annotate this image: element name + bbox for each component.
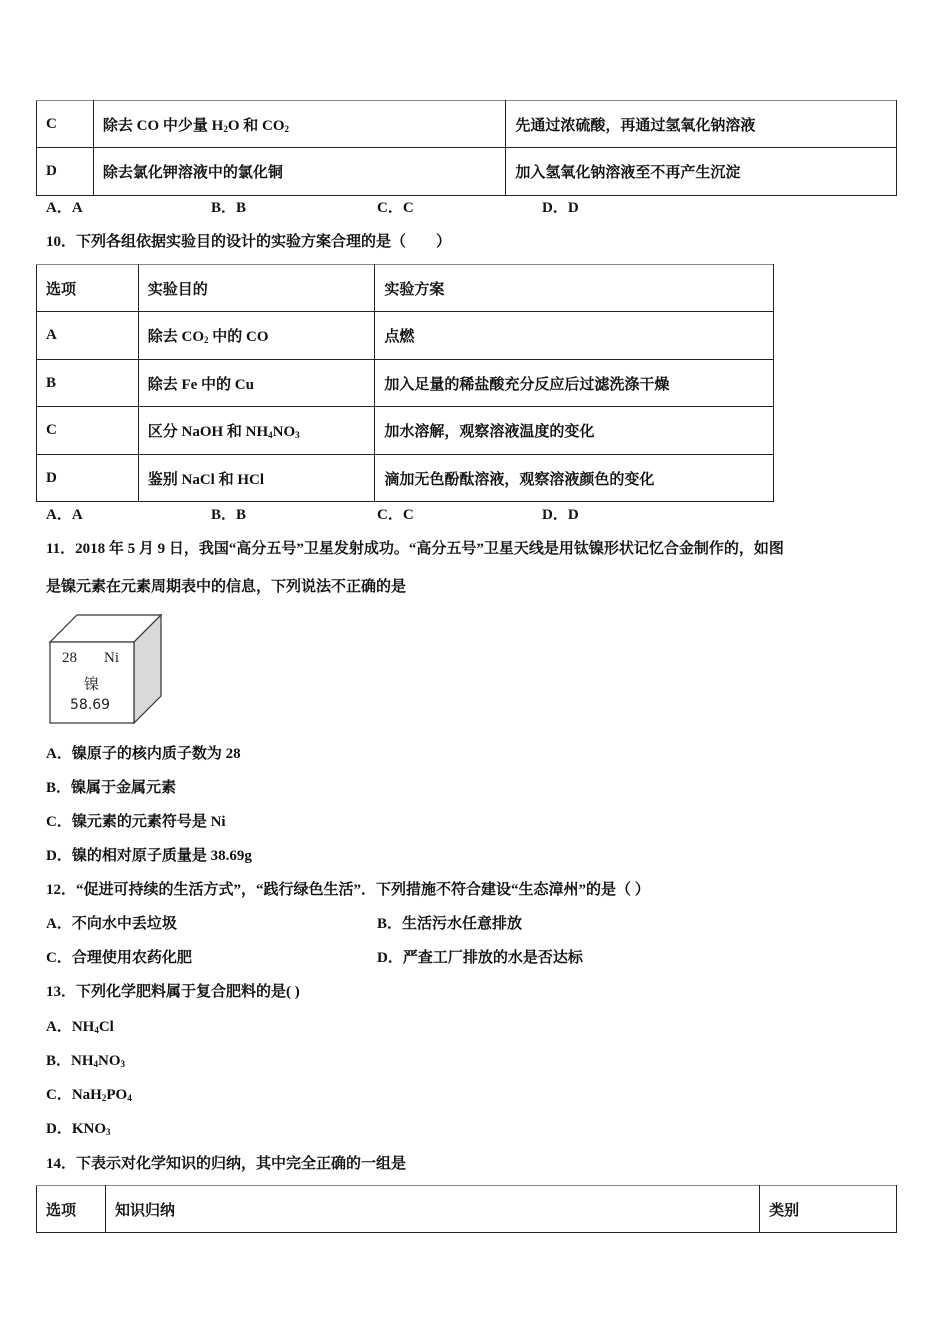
atomic-mass: 58.69 [70, 697, 111, 713]
option-cell: C [37, 101, 94, 148]
question-11-stem-line2: 是镍元素在元素周期表中的信息，下列说法不正确的是 [46, 579, 407, 595]
element-symbol: Ni [104, 650, 119, 666]
question-10-stem: 10．下列各组依据实验目的设计的实验方案合理的是（ ） [46, 234, 452, 250]
plan-cell: 加水溶解，观察溶液温度的变化 [375, 407, 774, 455]
element-name: 镍 [84, 675, 100, 693]
atomic-number: 28 [62, 650, 77, 666]
option-cell: B [37, 360, 139, 407]
table-row [37, 360, 774, 407]
goal-cell: 除去 CO 中少量 $H_2O$ 和 $CO_2$ [93, 101, 505, 148]
choice-c: C．镍元素的元素符号是 Ni [46, 814, 226, 830]
goal-cell: 除去氯化钾溶液中的氯化铜 [93, 148, 505, 196]
header-plan: 实验方案 [375, 265, 774, 312]
header-option: 选项 [37, 265, 139, 312]
choice-b: B．$NH_4NO_3$ [46, 1053, 126, 1069]
choice-c: C．合理使用农药化肥 [46, 950, 192, 966]
header-option: 选项 [37, 1186, 106, 1233]
plan-cell: 加入足量的稀盐酸充分反应后过滤洗涤干燥 [375, 360, 774, 407]
goal-cell: 区分 NaOH 和 $NH_4NO_3$ [138, 407, 375, 455]
question-14-table [36, 1185, 897, 1233]
option-cell: A [37, 312, 139, 360]
choice-b: B．生活污水任意排放 [377, 916, 523, 932]
choice-a: A．A [46, 200, 83, 216]
choice-a: A．A [46, 507, 83, 523]
question-13-stem: 13．下列化学肥料属于复合肥料的是( ) [46, 984, 300, 1000]
header-category: 类别 [760, 1186, 897, 1233]
header-goal: 实验目的 [138, 265, 375, 312]
option-cell: D [37, 148, 94, 196]
choice-d: D．$KNO_3$ [46, 1121, 111, 1137]
choice-d: D．严查工厂排放的水是否达标 [377, 950, 583, 966]
table-header-row [37, 1186, 897, 1233]
goal-cell: 鉴别 NaCl 和 HCl [138, 455, 375, 502]
question-10-table [36, 264, 774, 502]
prev-question-table [36, 100, 897, 196]
header-knowledge: 知识归纳 [105, 1186, 759, 1233]
option-cell: C [37, 407, 139, 455]
choice-b: B．B [211, 507, 247, 523]
choice-c: C．C [377, 507, 414, 523]
table-row [37, 455, 774, 502]
option-cell: D [37, 455, 139, 502]
choice-b: B．镍属于金属元素 [46, 780, 177, 796]
plan-cell: 先通过浓硫酸，再通过氢氧化钠溶液 [506, 101, 897, 148]
choice-a: A．$NH_4Cl$ [46, 1019, 114, 1035]
choice-d: D．D [542, 507, 579, 523]
choice-a: A．镍原子的核内质子数为 28 [46, 746, 241, 762]
goal-cell: 除去 $CO_2$ 中的 CO [138, 312, 375, 360]
plan-cell: 滴加无色酚酞溶液，观察溶液颜色的变化 [375, 455, 774, 502]
plan-cell: 点燃 [375, 312, 774, 360]
goal-cell: 除去 Fe 中的 Cu [138, 360, 375, 407]
choice-b: B．B [211, 200, 247, 216]
table-row [37, 148, 897, 196]
choice-a: A．不向水中丢垃圾 [46, 916, 177, 932]
table-row [37, 407, 774, 455]
question-11-stem-line1: 11．2018 年 5 月 9 日，我国“高分五号”卫星发射成功。“高分五号”卫星天线是用钛镍形状记忆合金制作的，如图 [46, 541, 784, 557]
plan-cell: 加入氢氧化钠溶液至不再产生沉淀 [506, 148, 897, 196]
choice-c: C．C [377, 200, 414, 216]
choice-d: D．镍的相对原子质量是 38.69g [46, 848, 252, 864]
question-14-stem: 14．下表示对化学知识的归纳，其中完全正确的一组是 [46, 1156, 407, 1172]
choice-d: D．D [542, 200, 579, 216]
nickel-element-tile [48, 613, 163, 725]
table-header-row [37, 265, 774, 312]
question-12-stem: 12．“促进可持续的生活方式”，“践行绿色生活”．下列措施不符合建设“生态漳州”的是（ ） [46, 882, 650, 898]
choice-c: C．$NaH_2PO_4$ [46, 1087, 132, 1103]
table-row [37, 101, 897, 148]
table-row [37, 312, 774, 360]
